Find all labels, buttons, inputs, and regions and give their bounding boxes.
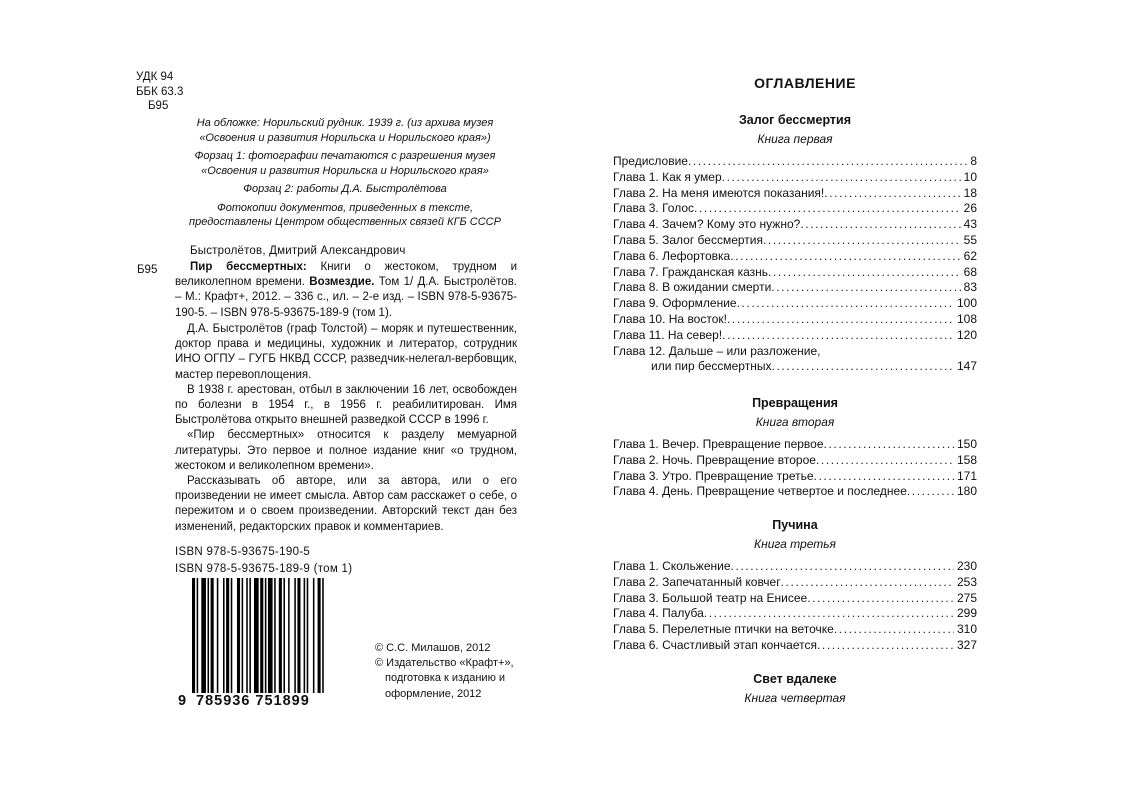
toc-entry-page: 62 [963, 248, 977, 263]
section-title: Пучина [772, 518, 818, 532]
section-subtitle: Книга вторая [755, 415, 835, 429]
bib-code: Б95 [137, 264, 158, 276]
toc-entry [613, 186, 977, 202]
toc-entry-title: Глава 4. Зачем? Кому это нужно? [613, 217, 801, 232]
toc-entry-title: Глава 1. Скольжение [613, 559, 731, 573]
section-title: Превращения [752, 396, 838, 410]
section-subtitle: Книга третья [754, 537, 836, 551]
copyright-block [375, 641, 514, 702]
toc-entries [613, 437, 977, 500]
toc-leader-dots [781, 575, 954, 591]
barcode-bar [197, 578, 199, 704]
barcode-first-digit: 9 [178, 693, 188, 709]
isbn-block [175, 544, 352, 577]
barcode-bar [237, 578, 240, 704]
barcode-bar [297, 578, 300, 704]
toc-entry-title: Глава 12. Дальше – или разложение, [613, 343, 821, 358]
toc-section-3 [613, 518, 977, 654]
bibliographic-record [175, 260, 517, 321]
toc-entries [613, 559, 977, 654]
toc-entry [613, 249, 977, 265]
toc-entry [613, 280, 977, 296]
author-heading: Быстролётов, Дмитрий Александрович [190, 245, 406, 257]
toc-entry-page: 8 [970, 154, 977, 168]
cover-note: На обложке: Норильский рудник. 1939 г. (из архива музея «Освоения и развития Норильска и Норильского края») [196, 117, 494, 144]
toc-entry-title: Предисловие [613, 154, 688, 168]
toc-entry [613, 591, 977, 607]
barcode-bar [242, 578, 244, 704]
toc-leader-dots [807, 591, 954, 607]
toc-entry [613, 622, 977, 638]
toc-entry-page: 43 [963, 217, 977, 232]
toc-entry [613, 559, 977, 575]
toc-entry [613, 312, 977, 328]
barcode-bar [254, 578, 259, 704]
toc-entry-title: Глава 5. Перелетные птички на веточке [613, 622, 834, 637]
toc-entry [613, 217, 977, 233]
toc-entry-page: 299 [956, 606, 977, 621]
toc-entry-page: 108 [956, 311, 977, 326]
toc-leader-dots [816, 453, 954, 469]
toc-leader-dots [722, 170, 961, 186]
toc-entry-page: 230 [956, 559, 977, 573]
toc-entry-title: Глава 1. Как я умер [613, 169, 722, 184]
barcode-number [178, 693, 328, 709]
barcode-bar [211, 578, 214, 704]
volume-title: Возмездие. [309, 276, 375, 289]
toc-entry-page: 147 [956, 359, 977, 374]
toc-leader-dots [824, 186, 960, 202]
toc-entry-title: Глава 7. Гражданская казнь [613, 264, 769, 279]
toc-entry-title: Глава 4. Палуба [613, 606, 704, 621]
barcode-bar [265, 578, 267, 704]
toc-entry-page: 150 [956, 437, 977, 451]
toc-entry [613, 484, 977, 500]
isbn-set: ISBN 978-5-93675-190-5 [175, 546, 311, 558]
barcode-bar [313, 578, 315, 704]
barcode-bar [304, 578, 306, 704]
publication-details: Том 1/ Д.А. Быстролётов. – М.: Крафт+, 2012. – 336 с., ил. – 2-е изд. – ISBN 978-5-93675-190-5. – ISBN 978-5-93675-189-9 (том 1). [175, 276, 518, 319]
toc-entry-title: Глава 2. На меня имеются показания! [613, 185, 825, 200]
toc-entry-title: или пир бессмертных [651, 359, 772, 374]
barcode-bar [249, 578, 251, 704]
annotation-paragraph: Рассказывать об авторе, или за автора, или о его произведении не имеет смысла. Автор сам расскажет о себе, о пережитом и о своем произведении. Авторский текст дан без изменений, редакторских правок и комментариев. [175, 475, 517, 533]
toc-leader-dots [722, 328, 954, 344]
barcode-bar [246, 578, 248, 704]
toc-entry-title: Глава 1. Вечер. Превращение первое [613, 437, 824, 451]
toc-entry-page: 26 [963, 201, 977, 216]
barcode-bar [268, 578, 273, 704]
toc-entry-title: Глава 11. На север! [613, 327, 723, 342]
copyright-line: © Издательство «Крафт+», [375, 657, 514, 670]
toc-entry [613, 296, 977, 312]
toc-entry-title: Глава 2. Запечатанный ковчег [613, 574, 781, 589]
toc-leader-dots [800, 217, 960, 233]
toc-leader-dots [771, 359, 954, 375]
endpaper2-note: Форзац 2: работы Д.А. Быстролётова [243, 183, 447, 195]
toc-entry-title: Глава 9. Оформление [613, 296, 737, 311]
annotation-paragraph: В 1938 г. арестован, отбыл в заключении 16 лет, освобожден по болезни в 1954 г., в 1956 г. реабилитирован. Имя Быстролётова открыто внешней разведкой СССР в 1996 г. [175, 383, 517, 427]
toc-entry-page: 68 [963, 264, 977, 279]
toc-entry [613, 359, 977, 375]
classification-codes [136, 70, 183, 114]
author-mark: Б95 [148, 100, 169, 112]
toc-entry-page: 310 [956, 622, 977, 637]
toc-entry-page: 275 [956, 590, 977, 605]
toc-entry-title: Глава 5. Залог бессмертия [613, 232, 763, 247]
toc-entry-page: 83 [963, 280, 977, 295]
documents-note: Фотокопии документов, приведенных в тексте, предоставлены Центром общественных связей КГБ СССР [189, 201, 501, 228]
barcode-bar [274, 578, 276, 704]
toc-entry-title: Глава 4. День. Превращение четвертое и последнее [613, 484, 907, 499]
toc-entry-title: Глава 3. Голос [613, 201, 695, 216]
barcode-bar [318, 578, 321, 704]
book-title: Пир бессмертных: [190, 261, 307, 273]
toc-leader-dots [704, 606, 954, 622]
toc-entry-title: Глава 6. Счастливый этап кончается [613, 637, 817, 652]
barcode-bar [288, 578, 290, 704]
toc-section-1 [613, 113, 977, 375]
barcode-bar [307, 578, 309, 704]
toc-entry-page: 10 [963, 169, 977, 184]
toc-entry [613, 469, 977, 485]
toc-entry-page: 120 [956, 327, 977, 342]
toc-entry-page: 327 [956, 637, 977, 652]
toc-entry [613, 575, 977, 591]
annotation-paragraph: Д.А. Быстролётов (граф Толстой) – моряк и путешественник, доктор права и медицины, художник и литератор, сотрудник ИНО ОГПУ – ГУГБ НКВД СССР, разведчик-нелегал-вербовщик, мастер перевоплощения. [175, 323, 517, 381]
barcode-bar [217, 578, 219, 704]
toc-entry [613, 437, 977, 453]
barcode-bar [294, 578, 296, 704]
section-title: Свет вдалеке [753, 672, 837, 686]
toc-entry [613, 233, 977, 249]
toc-leader-dots [737, 296, 954, 312]
toc-entry [613, 606, 977, 622]
toc-entry-page: 253 [956, 574, 977, 589]
toc-entry-page: 100 [956, 296, 977, 311]
toc-leader-dots [907, 484, 954, 500]
toc-leader-dots [694, 201, 961, 217]
toc-entry [613, 344, 977, 360]
toc-leader-dots [817, 638, 954, 654]
barcode [178, 578, 328, 718]
annotation [175, 322, 517, 535]
isbn-volume: ISBN 978-5-93675-189-9 (том 1) [175, 562, 353, 575]
toc-entry-title: Глава 3. Утро. Превращение третье [613, 468, 814, 483]
annotation-paragraph: «Пир бессмертных» относится к разделу мемуарной литературы. Это первое и полное издание книг «о трудном, жестоком и великолепном времени». [175, 429, 517, 472]
toc-entry-title: Глава 2. Ночь. Превращение второе [613, 452, 816, 467]
barcode-bar [192, 578, 195, 704]
toc-entry-page: 158 [956, 452, 977, 467]
toc-entry-page: 180 [956, 484, 977, 499]
toc-entry [613, 154, 977, 170]
toc-title: ОГЛАВЛЕНИЕ [754, 75, 856, 91]
toc-leader-dots [730, 249, 960, 265]
barcode-bar [322, 578, 324, 704]
barcode-digits: 785936 751899 [196, 693, 310, 709]
toc-entry-title: Глава 8. В ожидании смерти [613, 280, 772, 295]
endpaper1-note: Форзац 1: фотографии печатаются с разрешения музея «Освоения и развития Норильска и Норильского края» [194, 150, 496, 177]
toc-section-2 [613, 396, 977, 500]
toc-leader-dots [824, 437, 954, 453]
barcode-bar [231, 578, 233, 704]
toc-leader-dots [771, 280, 960, 296]
barcode-bar [283, 578, 285, 704]
barcode-bar [279, 578, 282, 704]
toc-entry [613, 453, 977, 469]
section-title: Залог бессмертия [738, 113, 852, 127]
toc-leader-dots [834, 622, 954, 638]
cover-notes [175, 116, 515, 234]
toc-leader-dots [814, 469, 954, 485]
toc-entry-title: Глава 6. Лефортовка [613, 248, 731, 263]
barcode-bars [178, 578, 328, 708]
toc-section-4 [613, 672, 977, 705]
toc-entry-title: Глава 3. Большой театр на Енисее [613, 590, 808, 605]
toc-entry [613, 170, 977, 186]
udc-code: УДК 94 [136, 71, 174, 83]
toc-leader-dots [727, 312, 954, 328]
barcode-bar [260, 578, 263, 704]
book-subtitle: Книги о жестоком, трудном и великолепном времени. [175, 261, 517, 289]
barcode-bar [201, 578, 206, 704]
toc-entry [613, 638, 977, 654]
barcode-bar [208, 578, 210, 704]
copyright-line: подготовка к изданию и [385, 672, 506, 685]
toc-entry [613, 201, 977, 217]
toc-leader-dots [731, 559, 954, 575]
section-subtitle: Книга первая [757, 132, 833, 146]
toc-leader-dots [763, 233, 961, 249]
bbk-code: ББК 63.3 [136, 85, 184, 98]
toc-leader-dots [768, 265, 961, 281]
toc-entries [613, 154, 977, 375]
section-subtitle: Книга четвертая [744, 691, 846, 705]
barcode-bar [226, 578, 229, 704]
toc-entry-page: 55 [963, 232, 977, 247]
toc-entry-title: Глава 10. На восток! [613, 311, 727, 326]
copyright-line: © С.С. Милашов, 2012 [375, 642, 491, 654]
toc-entry-page: 171 [956, 468, 977, 483]
copyright-line: оформление, 2012 [385, 687, 482, 700]
toc-entry-page: 18 [963, 185, 977, 200]
right-page [566, 0, 1132, 800]
toc-entry [613, 265, 977, 281]
toc-leader-dots [688, 154, 967, 170]
barcode-bar [223, 578, 225, 704]
toc-entry [613, 328, 977, 344]
